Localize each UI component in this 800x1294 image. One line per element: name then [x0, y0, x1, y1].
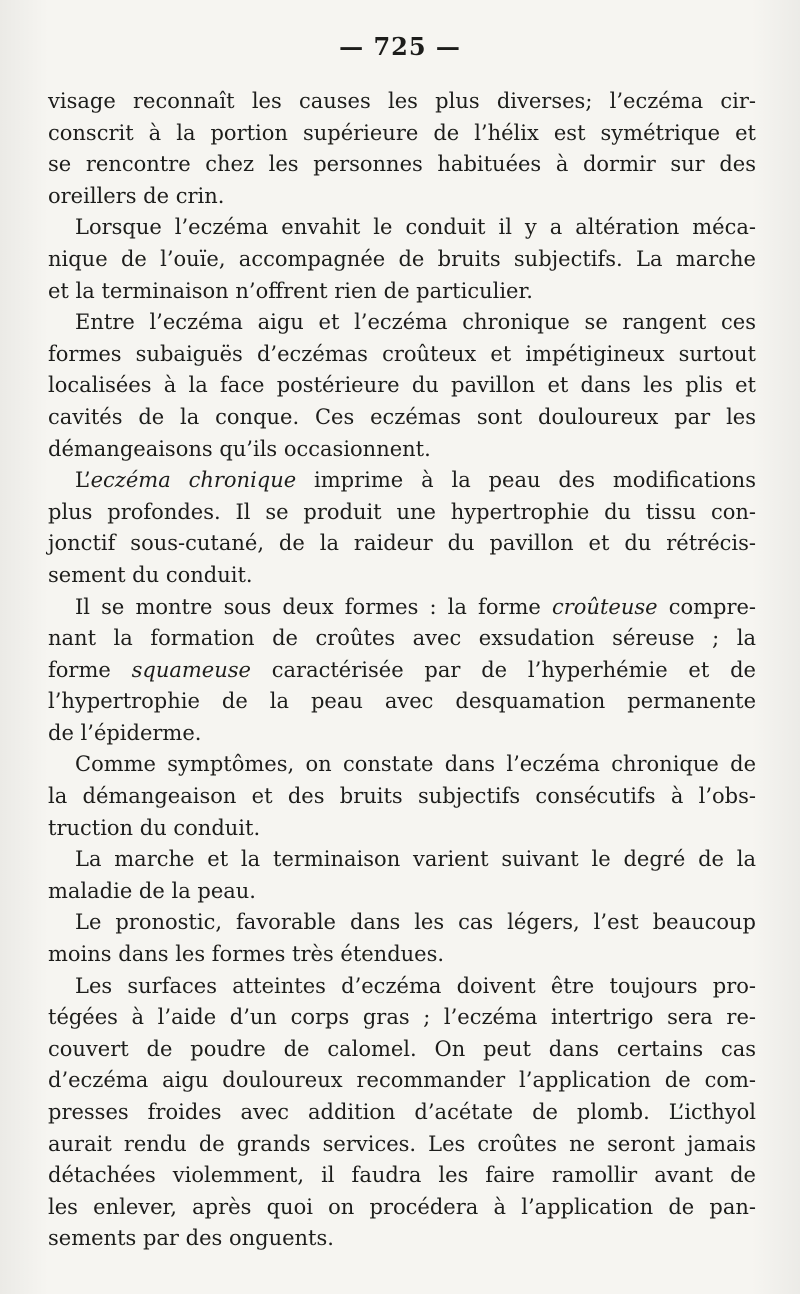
text-line: nique de l’ouïe, accompagnée de bruits subjectifs. La marche: [48, 246, 756, 271]
paragraph-4: [48, 465, 756, 591]
page-number: — 725 —: [339, 32, 461, 61]
paragraph-9: [48, 971, 756, 1255]
text-line: Il se montre sous deux formes : la forme croûteuse compre-: [75, 594, 757, 619]
text-line: Entre l’eczéma aigu et l’eczéma chronique se rangent ces: [75, 310, 756, 335]
body-text: [48, 86, 756, 1255]
paragraph-6: [48, 749, 756, 844]
text-line: moins dans les formes très étendues.: [48, 942, 445, 967]
text-line: tégées à l’aide d’un corps gras ; l’eczéma intertrigo sera re-: [48, 1005, 756, 1030]
paragraph-1: [48, 86, 756, 212]
text-line: sement du conduit.: [48, 562, 253, 587]
text-line: Comme symptômes, on constate dans l’eczéma chronique de: [75, 752, 756, 777]
text-line: L’eczéma chronique imprime à la peau des modifications: [75, 468, 756, 493]
paragraph-5: [48, 592, 756, 750]
text-line: sements par des onguents.: [48, 1226, 334, 1251]
text-line: formes subaiguës d’eczémas croûteux et impétigineux surtout: [48, 341, 756, 366]
text-line: nant la formation de croûtes avec exsudation séreuse ; la: [48, 626, 756, 651]
paragraph-7: [48, 844, 756, 907]
text-line: les enlever, après quoi on procédera à l’application de pan-: [48, 1194, 756, 1219]
paragraph-2: [48, 212, 756, 307]
text-line: La marche et la terminaison varient suivant le degré de la: [75, 847, 756, 872]
text-line: forme squameuse caractérisée par de l’hyperhémie et de: [48, 657, 756, 682]
text-line: Les surfaces atteintes d’eczéma doivent être toujours pro-: [75, 973, 756, 998]
text-line: détachées violemment, il faudra les faire ramollir avant de: [48, 1163, 756, 1188]
text-line: et la terminaison n’offrent rien de particulier.: [48, 278, 533, 303]
text-line: Le pronostic, favorable dans les cas légers, l’est beaucoup: [75, 910, 756, 935]
text-line: d’eczéma aigu douloureux recommander l’application de com-: [48, 1068, 756, 1093]
text-line: aurait rendu de grands services. Les croûtes ne seront jamais: [48, 1131, 756, 1156]
text-line: localisées à la face postérieure du pavillon et dans les plis et: [48, 373, 756, 398]
text-line: couvert de poudre de calomel. On peut dans certains cas: [48, 1036, 756, 1061]
text-line: maladie de la peau.: [48, 878, 256, 903]
text-line: Lorsque l’eczéma envahit le conduit il y a altération méca-: [75, 215, 756, 240]
text-line: jonctif sous-cutané, de la raideur du pavillon et du rétrécis-: [48, 531, 756, 556]
text-line: démangeaisons qu’ils occasionnent.: [48, 436, 431, 461]
text-line: la démangeaison et des bruits subjectifs consécutifs à l’obs-: [48, 784, 756, 809]
text-line: truction du conduit.: [48, 815, 261, 840]
text-line: cavités de la conque. Ces eczémas sont douloureux par les: [48, 404, 756, 429]
text-line: conscrit à la portion supérieure de l’hélix est symétrique et: [48, 120, 756, 145]
paragraph-8: [48, 907, 756, 970]
text-line: visage reconnaît les causes les plus diverses; l’eczéma cir-: [48, 89, 756, 113]
text-line: plus profondes. Il se produit une hypertrophie du tissu con-: [48, 499, 756, 524]
text-line: l’hypertrophie de la peau avec desquamation permanente: [48, 689, 756, 714]
text-line: presses froides avec addition d’acétate de plomb. L’icthyol: [48, 1100, 756, 1124]
paragraph-3: [48, 307, 756, 465]
text-line: se rencontre chez les personnes habituées à dormir sur des: [48, 152, 756, 177]
text-line: de l’épiderme.: [48, 720, 202, 745]
text-line: oreillers de crin.: [48, 183, 225, 208]
